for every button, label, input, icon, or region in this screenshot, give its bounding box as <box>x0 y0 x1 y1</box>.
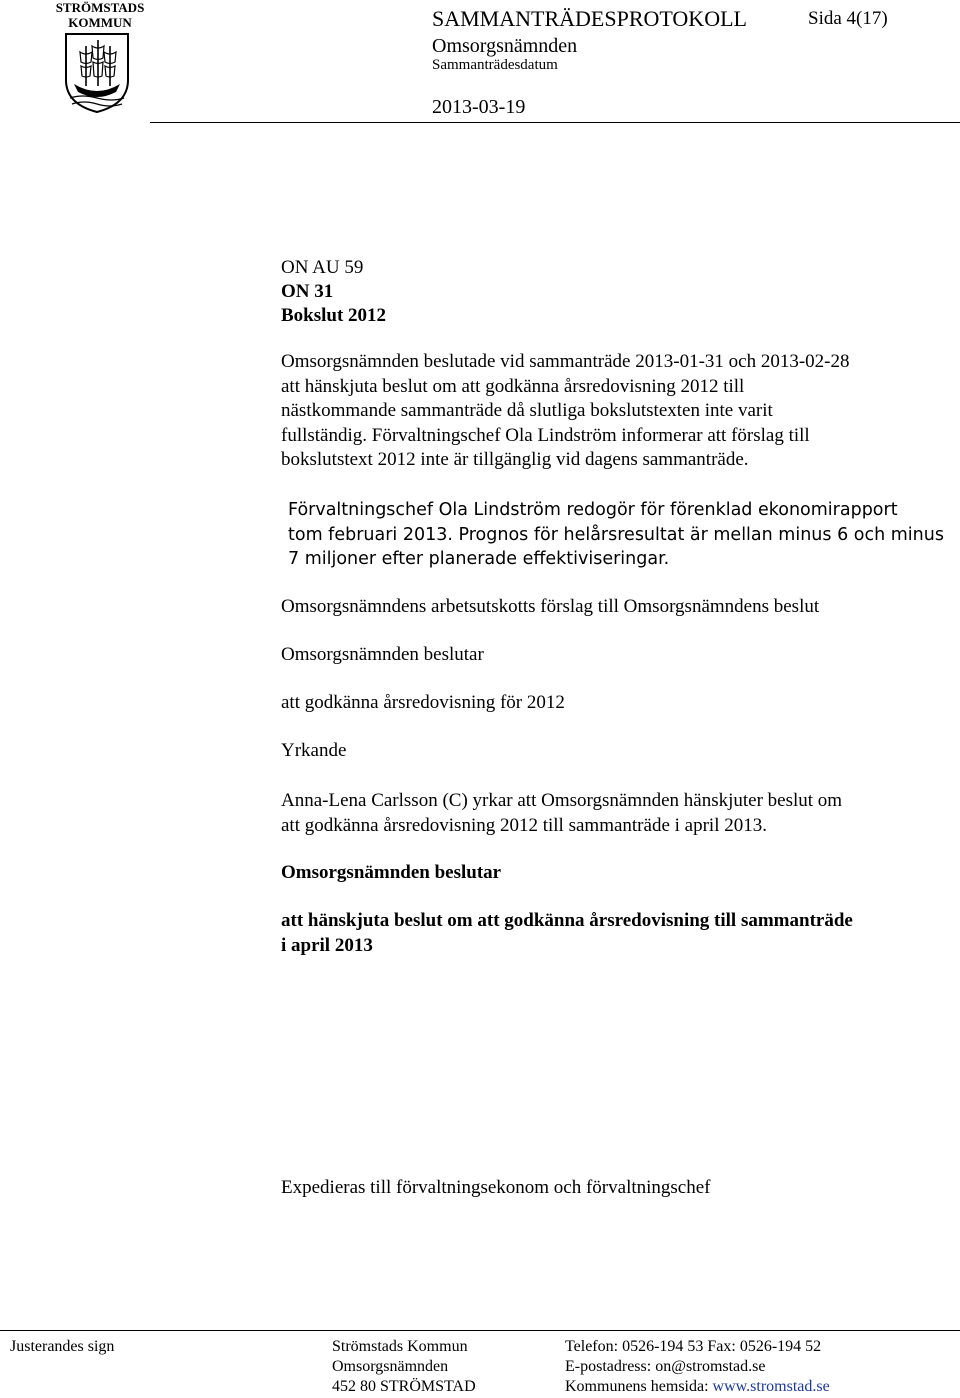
header-divider <box>150 122 960 123</box>
text-line: tom februari 2013. Prognos för helårsresultat är mellan minus 6 och minus <box>288 524 944 545</box>
footer-phone-fax: Telefon: 0526-194 53 Fax: 0526-194 52 <box>565 1338 822 1355</box>
decision-heading-proposal: Omsorgsnämnden beslutar <box>281 644 484 665</box>
document-title: SAMMANTRÄDESPROTOKOLL <box>432 6 747 31</box>
text-line: fullständig. Förvaltningschef Ola Lindström informerar att förslag till <box>281 424 810 446</box>
background-paragraph <box>281 350 849 473</box>
proposed-decision: att godkänna årsredovisning för 2012 <box>281 692 565 713</box>
text-line: Förvaltningschef Ola Lindström redogör för förenklad ekonomirapport <box>288 500 898 520</box>
final-decision <box>281 909 853 958</box>
committee-name: Omsorgsnämnden <box>432 35 578 57</box>
text-line: Anna-Lena Carlsson (C) yrkar att Omsorgsnämnden hänskjuter beslut om <box>281 790 843 811</box>
text-line: nästkommande sammanträde då slutliga bokslutstexten inte varit <box>281 400 773 421</box>
text-line: att godkänna årsredovisning 2012 till sammanträde i april 2013. <box>281 814 767 836</box>
org-name-line2: KOMMUN <box>68 15 132 30</box>
footer-postal: 452 80 STRÖMSTAD <box>332 1378 476 1395</box>
dispatch-note: Expedieras till förvaltningsekonom och förvaltningschef <box>281 1177 711 1198</box>
signature-label: Justerandes sign <box>10 1338 115 1355</box>
meeting-date: 2013-03-19 <box>432 96 526 118</box>
text-line: i april 2013 <box>281 934 373 956</box>
section-subject: Bokslut 2012 <box>281 305 387 326</box>
economic-report-paragraph <box>288 498 944 572</box>
proposal-heading: Omsorgsnämndens arbetsutskotts förslag till Omsorgsnämndens beslut <box>281 596 820 617</box>
text-line: bokslutstext 2012 inte är tillgänglig vid dagens sammanträde. <box>281 449 749 470</box>
org-name-line1: STRÖMSTADS <box>55 0 145 15</box>
footer-committee: Omsorgsnämnden <box>332 1358 449 1375</box>
text-line: Omsorgsnämnden beslutade vid sammanträde 2013-01-31 och 2013-02-28 <box>281 351 850 372</box>
website-link[interactable]: www.stromstad.se <box>712 1378 830 1395</box>
org-name <box>52 0 148 30</box>
text-line: 7 miljoner efter planerade effektiviseringar. <box>288 549 670 569</box>
paragraph-ref-au: ON AU 59 <box>281 257 364 278</box>
decision-heading-final: Omsorgsnämnden beslutar <box>281 862 502 883</box>
footer-address <box>332 1337 476 1397</box>
motion-heading: Yrkande <box>281 740 347 761</box>
footer-org: Strömstads Kommun <box>332 1338 468 1355</box>
page-number: Sida 4(17) <box>808 8 888 29</box>
paragraph-ref-on: ON 31 <box>281 281 334 302</box>
footer-email: E-postadress: on@stromstad.se <box>565 1358 766 1375</box>
municipal-crest-ship-icon <box>62 32 132 114</box>
footer-website <box>565 1377 830 1397</box>
text-line: att hänskjuta beslut om att godkänna årsredovisning 2012 till <box>281 375 745 397</box>
motion-paragraph <box>281 789 842 838</box>
footer-contact <box>565 1337 830 1397</box>
meeting-date-label: Sammanträdesdatum <box>432 57 558 73</box>
footer-divider <box>0 1330 960 1331</box>
text-line: att hänskjuta beslut om att godkänna årsredovisning till sammanträde <box>281 910 853 931</box>
website-label: Kommunens hemsida: <box>565 1378 713 1395</box>
